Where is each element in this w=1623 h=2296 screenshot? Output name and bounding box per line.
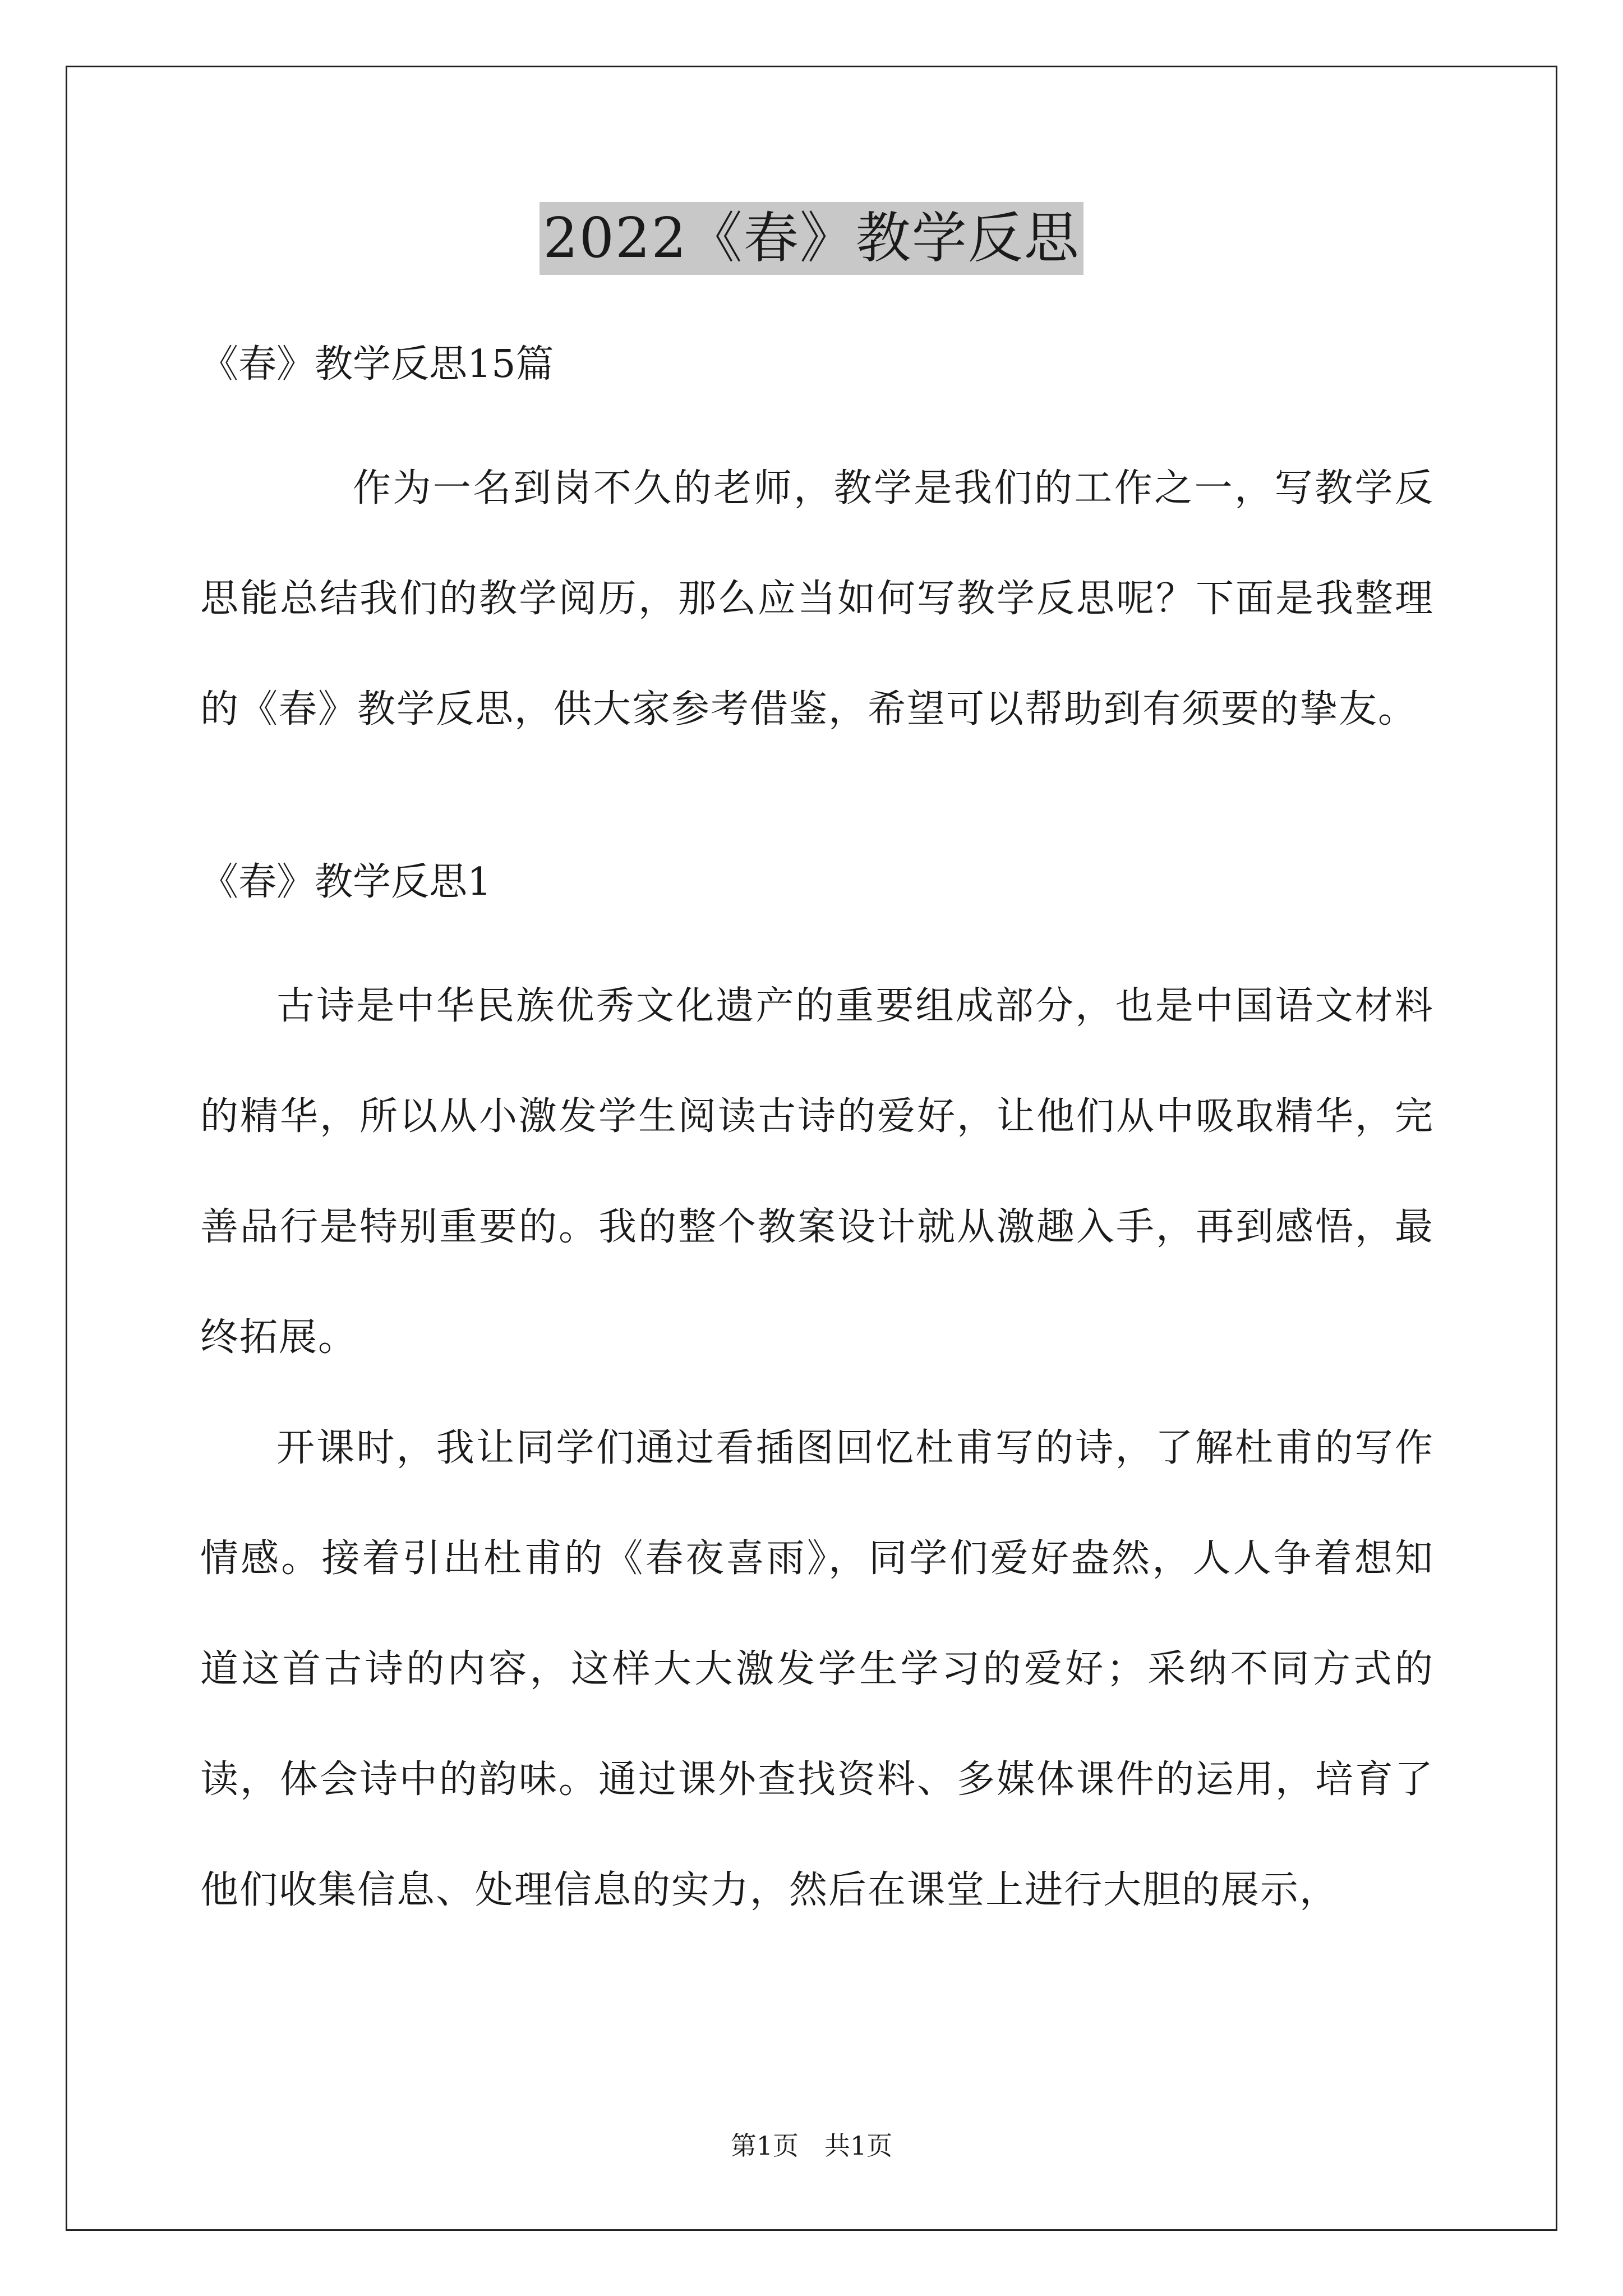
page-footer: 第1页 共1页 [730,2131,893,2161]
document-body [200,337,1434,1945]
section-heading: 《春》教学反思1 [200,860,492,904]
intro-paragraph: 作为一名到岗不久的老师，教学是我们的工作之一，写教学反思能总结我们的教学阅历，那么应当如何写教学反思呢？下面是我整理的《春》教学反思，供大家参考借鉴，希望可以帮助到有须要的挚友。 [200,466,1434,731]
title-container [0,202,1623,275]
document-title: 2022《春》教学反思 [540,202,1083,275]
body-paragraph: 开课时，我让同学们通过看插图回忆杜甫写的诗，了解杜甫的写作情感。接着引出杜甫的《春夜喜雨》，同学们爱好盎然，人人争着想知道这首古诗的内容，这样大大激发学生学习的爱好；采纳不同方式的读，体会诗中的韵味。通过课外查找资料、多媒体课件的运用，培育了他们收集信息、处理信息的实力，然后在课堂上进行大胆的展示， [200,1426,1434,1912]
body-paragraph: 古诗是中华民族优秀文化遗产的重要组成部分，也是中国语文材料的精华，所以从小激发学生阅读古诗的爱好，让他们从中吸取精华，完善品行是特别重要的。我的整个教案设计就从激趣入手，再到感悟，最终拓展。 [200,984,1434,1360]
spacer [200,393,1434,433]
document-subtitle: 《春》教学反思15篇 [200,342,554,386]
spacer [200,765,1434,854]
spacer [200,910,1434,951]
